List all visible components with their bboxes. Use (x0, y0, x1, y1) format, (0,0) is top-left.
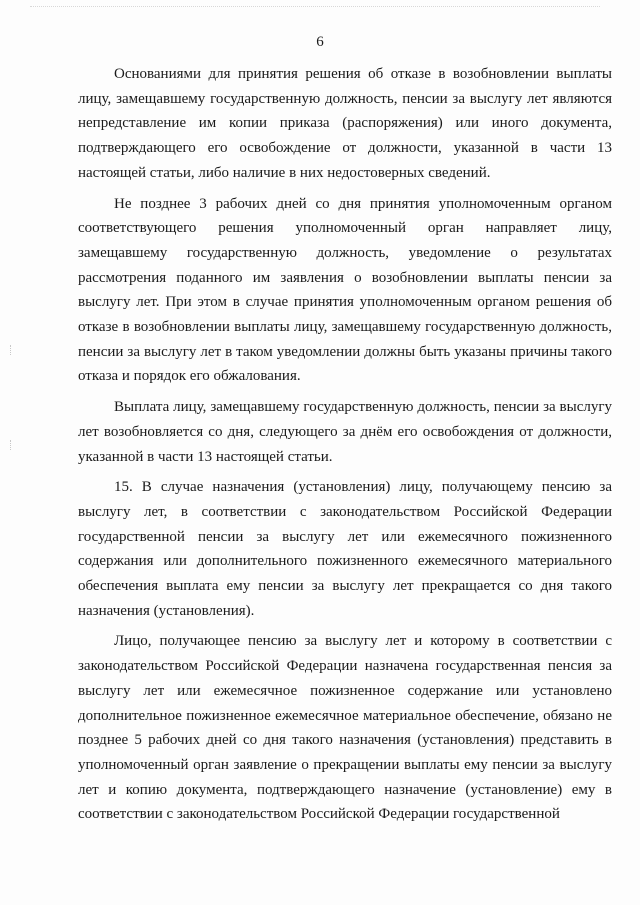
document-body (78, 62, 612, 833)
scan-margin-mark (10, 345, 11, 355)
scan-margin-mark (10, 440, 11, 450)
paragraph-refusal-grounds: Основаниями для принятия решения об отказе в возобновлении выплаты лицу, замещавшему государственную должность, пенсии за выслугу лет являются непредставление им копии приказа (распоряжения) или иного документа, подтверждающего его освобождение от должности, указанной в части 13 настоящей статьи, либо наличие в них недостоверных сведений. (78, 66, 612, 181)
scan-artifact-line (30, 6, 600, 7)
paragraph-obligation: Лицо, получающее пенсию за выслугу лет и которому в соответствии с законодательством Российской Федерации назначена государственная пенсия за выслугу лет или ежемесячное пожизненное содержание или установлено дополнительное пожизненное ежемесячное материальное обеспечение, обязано не позднее 5 рабочих дней со дня такого назначения (установления) представить в уполномоченный орган заявление о прекращении выплаты ему пенсии за выслугу лет и копию документа, подтверждающего назначение (установление) ему в соответствии с законодательством Российской Федерации государственной (78, 633, 612, 823)
paragraph-payment-resumption: Выплата лицу, замещавшему государственную должность, пенсии за выслугу лет возобновляется со дня, следующего за днём его освобождения от должности, указанной в части 13 настоящей статьи. (78, 399, 612, 465)
page-number: 6 (316, 34, 324, 50)
paragraph-section-15: 15. В случае назначения (установления) лицу, получающему пенсию за выслугу лет, в соответствии с законодательством Российской Федерации государственной пенсии за выслугу лет или ежемесячного пожизненного содержания или дополнительного пожизненного ежемесячного материального обеспечения выплата ему пенсии за выслугу лет прекращается со дня такого назначения (установления). (78, 479, 612, 619)
paragraph-notification: Не позднее 3 рабочих дней со дня принятия уполномоченным органом соответствующего решения уполномоченный орган направляет лицу, замещавшему государственную должность, уведомление о результатах рассмотрения поданного им заявления о возобновлении выплаты пенсии за выслугу лет. При этом в случае принятия уполномоченным органом решения об отказе в возобновлении выплаты лицу, замещавшему государственную должность, пенсии за выслугу лет в таком уведомлении должны быть указаны причины такого отказа и порядок его обжалования. (78, 195, 612, 385)
